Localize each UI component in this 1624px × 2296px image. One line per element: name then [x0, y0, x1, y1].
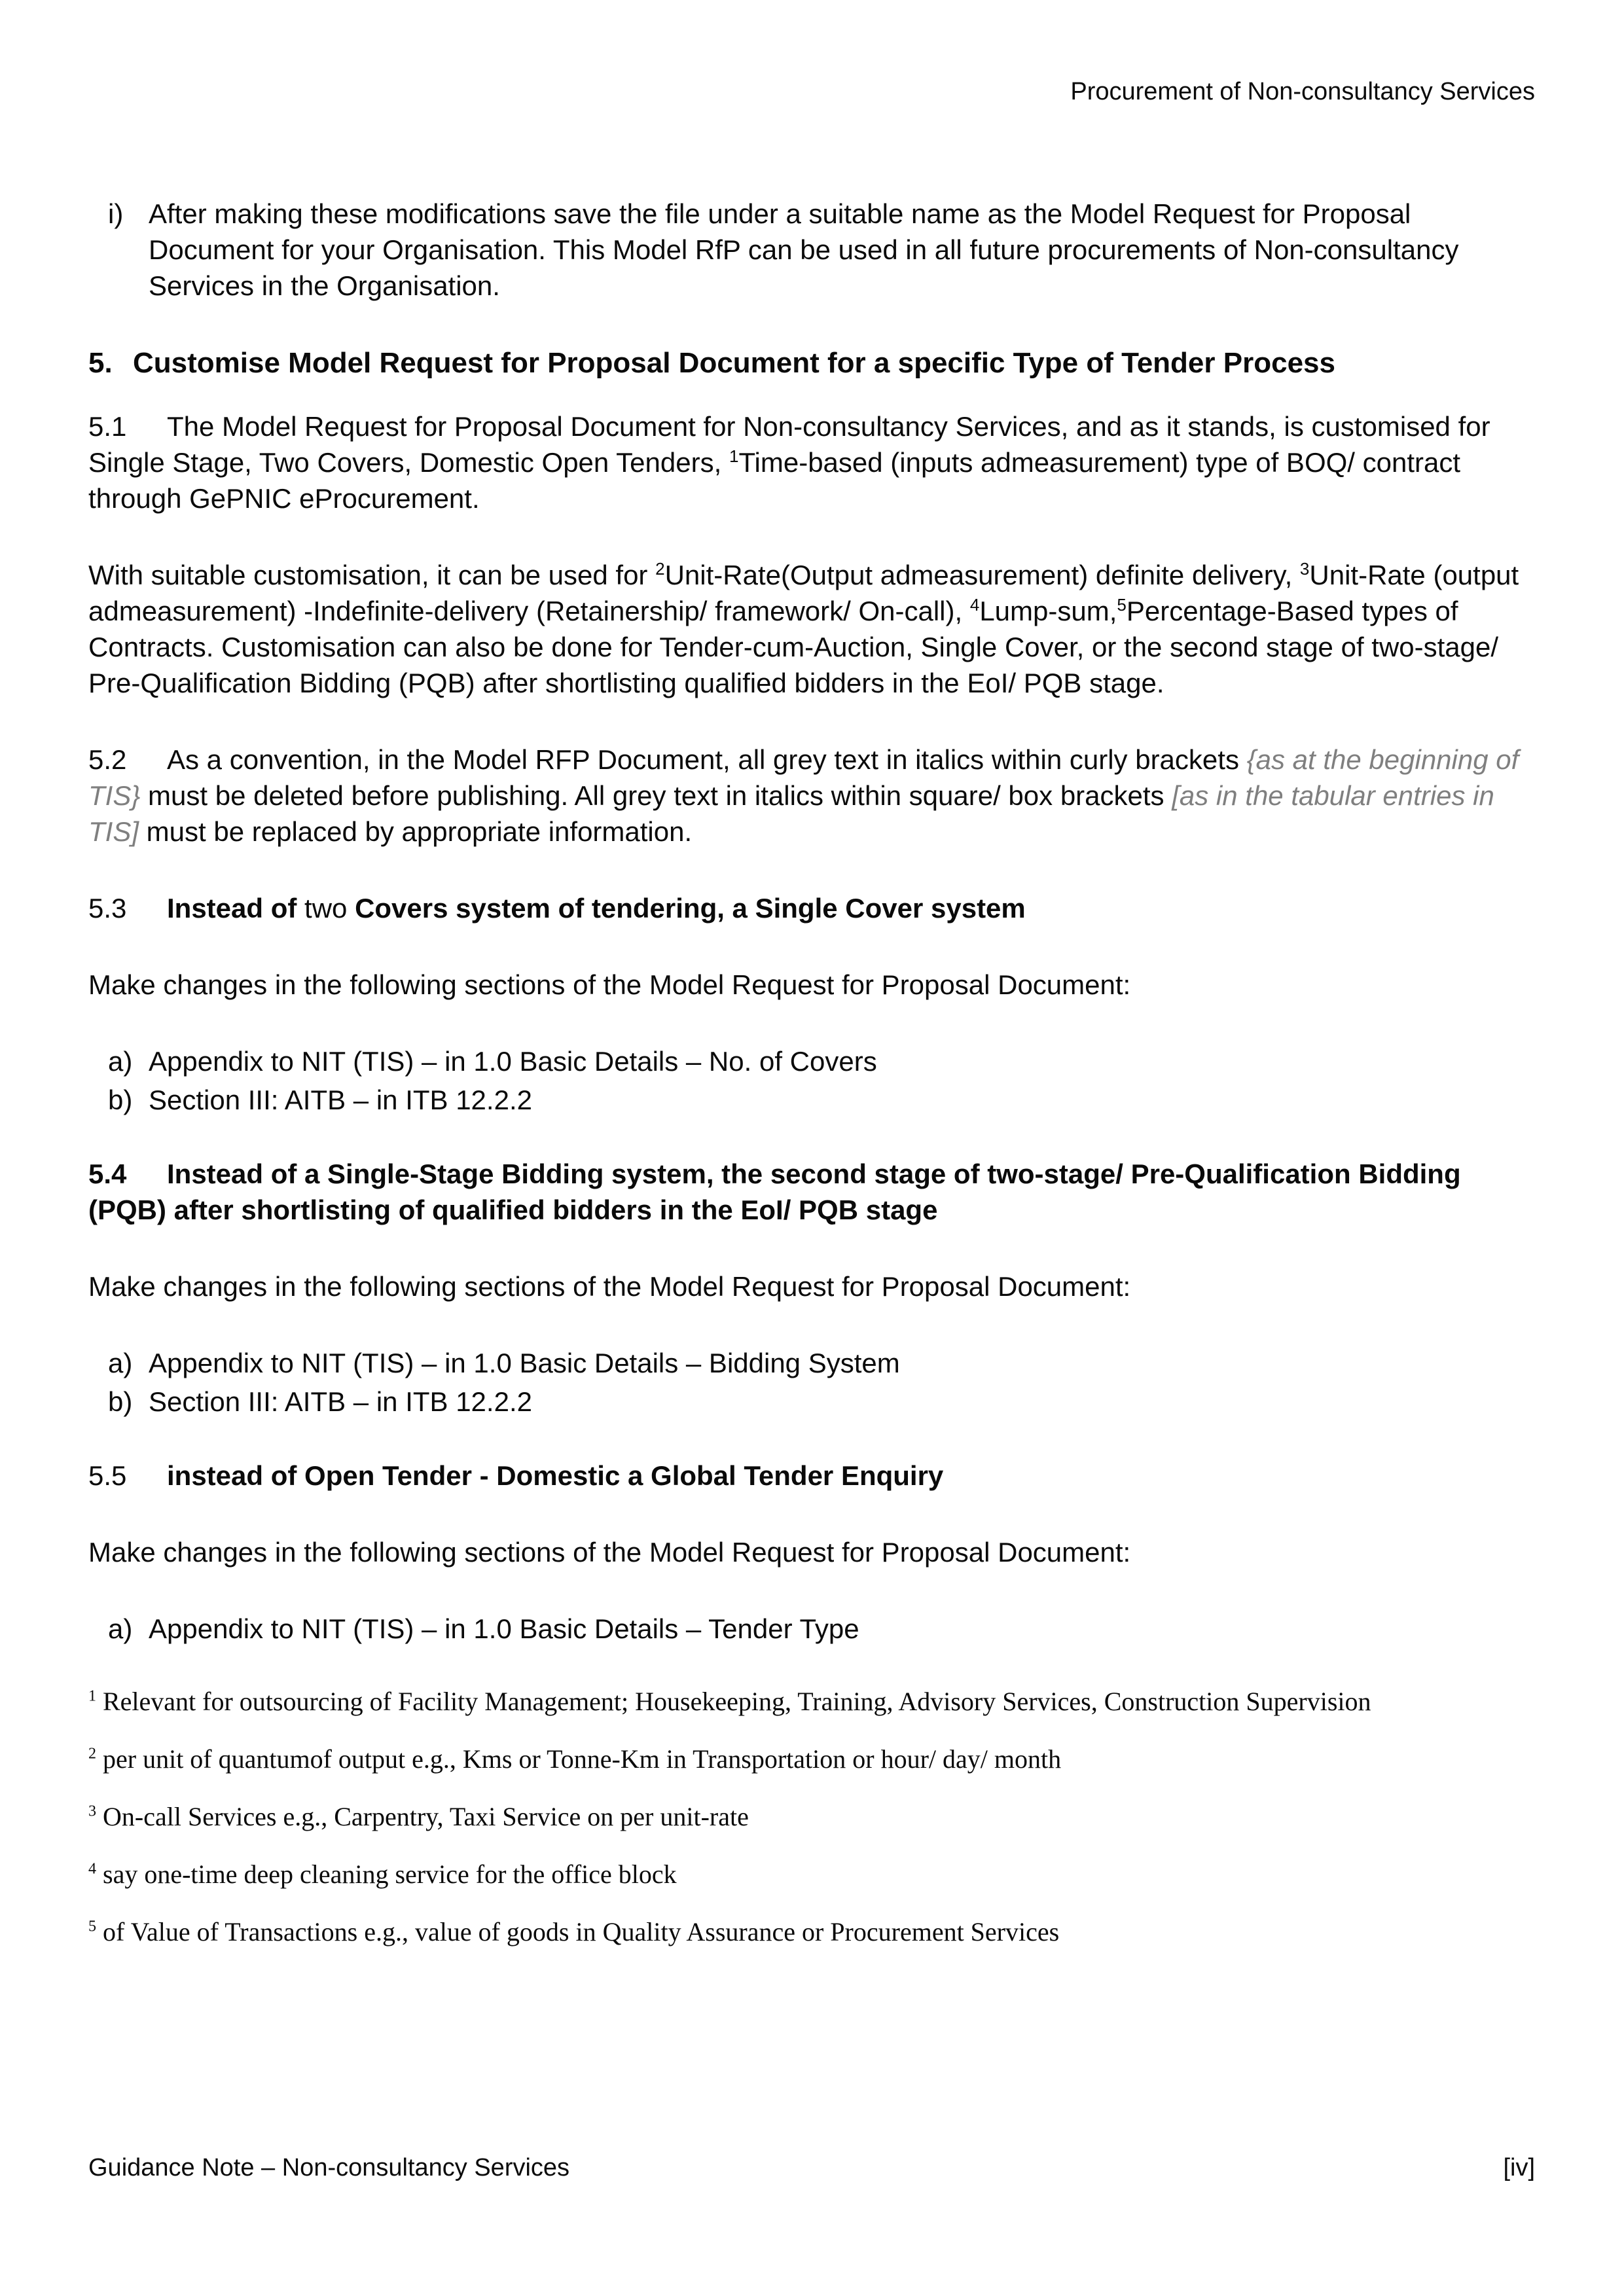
paragraph-text-segment: As a convention, in the Model RFP Document, all grey text in italics within curly brackets [167, 744, 1247, 776]
subsection-heading-5-4 [88, 1156, 1535, 1228]
list-item [108, 1082, 1535, 1118]
footnotes-section [88, 1685, 1535, 1948]
footnote-text: of Value of Transactions e.g., value of goods in Quality Assurance or Procurement Services [103, 1916, 1060, 1946]
subsection-title-segment: instead of Open Tender - Domestic a Global Tender Enquiry [167, 1460, 944, 1492]
list-marker: b) [108, 1085, 133, 1116]
paragraph-text-segment: Time-based (inputs admeasurement) type of BOQ/ contract through GePNIC eProcurement. [88, 447, 1461, 514]
footnote-text: Relevant for outsourcing of Facility Management; Housekeeping, Training, Advisory Services, Construction Supervision [103, 1686, 1371, 1716]
paragraph-number: 5.4 [88, 1158, 127, 1190]
list-item-i [108, 196, 1535, 304]
list-item [108, 1043, 1535, 1079]
list-item-text: Appendix to NIT (TIS) – in 1.0 Basic Details – Tender Type [149, 1613, 859, 1645]
paragraph-text-segment: Unit-Rate(Output admeasurement) definite delivery, [664, 560, 1300, 591]
subsection-title-segment: Covers system of tendering, a Single Cover system [355, 893, 1026, 924]
footer-page-number: [iv] [1503, 2154, 1535, 2182]
list-marker: a) [108, 1613, 133, 1645]
footnote-marker: 5 [88, 1918, 96, 1935]
list-marker: i) [108, 198, 124, 229]
paragraph-number: 5.3 [88, 893, 127, 924]
list-item-text: Appendix to NIT (TIS) – in 1.0 Basic Details – No. of Covers [149, 1046, 877, 1077]
footer-document-title: Guidance Note – Non-consultancy Services [88, 2154, 570, 2182]
paragraph-text-segment: Percentage-Based types of Contracts. Customisation can also be done for Tender-cum-Auction, Single Cover, or the second stage of two-stage/ Pre-Qualification Bidding (PQB) after shortlisting qualified bidders in the EoI/ PQB stage. [88, 596, 1499, 699]
grey-italic-note: {as at the beginning of TIS} [88, 744, 1519, 812]
footnote-marker: 4 [88, 1860, 96, 1878]
list-marker: b) [108, 1386, 133, 1418]
change-list-5-3 [88, 1043, 1535, 1118]
list-item [108, 1384, 1535, 1420]
paragraph-text-segment: must be deleted before publishing. All grey text in italics within square/ box brackets [140, 780, 1172, 812]
grey-italic-note: [as in the tabular entries in TIS] [88, 780, 1494, 848]
make-changes-paragraph-1: Make changes in the following sections of the Model Request for Proposal Document: [88, 969, 1131, 1001]
paragraph-text-segment: The Model Request for Proposal Document for Non-consultancy Services, and as it stands, is customised for Single Stage, Two Covers, Domestic Open Tenders, [88, 411, 1490, 478]
paragraph-text-segment: With suitable customisation, it can be used for [88, 560, 656, 591]
subsection-title-segment: two [304, 893, 355, 924]
list-item [108, 1345, 1535, 1381]
subsection-heading-5-3 [88, 890, 1535, 926]
paragraph-customisation [88, 557, 1535, 701]
footnote-marker: 3 [88, 1803, 96, 1820]
paragraph-text-segment: Lump-sum, [979, 596, 1117, 627]
footnote-3 [88, 1801, 1535, 1833]
footnote-1 [88, 1685, 1535, 1718]
list-item [108, 1611, 1535, 1647]
paragraph-text-segment: Unit-Rate (output admeasurement) -Indefinite-delivery (Retainership/ framework/ On-call), [88, 560, 1519, 627]
change-list-5-5 [88, 1611, 1535, 1647]
list-item-text: Section III: AITB – in ITB 12.2.2 [149, 1085, 532, 1116]
change-list-5-4 [88, 1345, 1535, 1420]
page-header [88, 77, 1535, 107]
paragraph-number: 5.5 [88, 1460, 127, 1492]
paragraph-number: 5.1 [88, 411, 127, 442]
footnote-reference-3: 3 [1299, 559, 1310, 579]
list-marker: a) [108, 1046, 133, 1077]
make-changes-paragraph-3: Make changes in the following sections of the Model Request for Proposal Document: [88, 1537, 1131, 1568]
footnote-4 [88, 1858, 1535, 1891]
make-changes-paragraph-2: Make changes in the following sections of the Model Request for Proposal Document: [88, 1271, 1131, 1302]
footnote-2 [88, 1743, 1535, 1776]
section-heading-5 [88, 344, 1535, 383]
list-marker: a) [108, 1348, 133, 1379]
footnote-reference-2: 2 [655, 559, 665, 579]
paragraph-text-segment: must be replaced by appropriate information. [139, 816, 693, 848]
subsection-title-segment: Instead of a Single-Stage Bidding system, the second stage of two-stage/ Pre-Qualification Bidding (PQB) after shortlisting of qualified bidders in the EoI/ PQB stage [88, 1158, 1461, 1226]
section-number: 5. [88, 346, 113, 379]
list-item-text: Section III: AITB – in ITB 12.2.2 [149, 1386, 532, 1418]
footnote-5 [88, 1916, 1535, 1948]
page-footer [88, 2153, 1535, 2183]
section-title: Customise Model Request for Proposal Document for a specific Type of Tender Process [133, 346, 1335, 379]
subsection-heading-5-5 [88, 1458, 1535, 1494]
running-title: Procurement of Non-consultancy Services [1070, 78, 1535, 105]
footnote-reference-4: 4 [969, 595, 980, 615]
footnote-marker: 2 [88, 1745, 96, 1763]
subsection-title-segment: Instead of [167, 893, 305, 924]
list-item-text: After making these modifications save the file under a suitable name as the Model Request for Proposal Document for your Organisation. This Model RfP can be used in all future procurements of Non-consultancy Services in the Organisation. [149, 198, 1459, 301]
paragraph-5-2 [88, 742, 1535, 850]
footnote-reference-1: 1 [729, 446, 739, 467]
list-item-text: Appendix to NIT (TIS) – in 1.0 Basic Details – Bidding System [149, 1348, 900, 1379]
footnote-marker: 1 [88, 1687, 96, 1705]
paragraph-5-1 [88, 408, 1535, 516]
footnote-text: per unit of quantumof output e.g., Kms or Tonne-Km in Transportation or hour/ day/ month [103, 1744, 1062, 1774]
paragraph-number: 5.2 [88, 744, 127, 776]
footnote-reference-5: 5 [1117, 595, 1127, 615]
footnote-text: say one-time deep cleaning service for the office block [103, 1859, 677, 1889]
footnote-text: On-call Services e.g., Carpentry, Taxi Service on per unit-rate [103, 1801, 749, 1831]
